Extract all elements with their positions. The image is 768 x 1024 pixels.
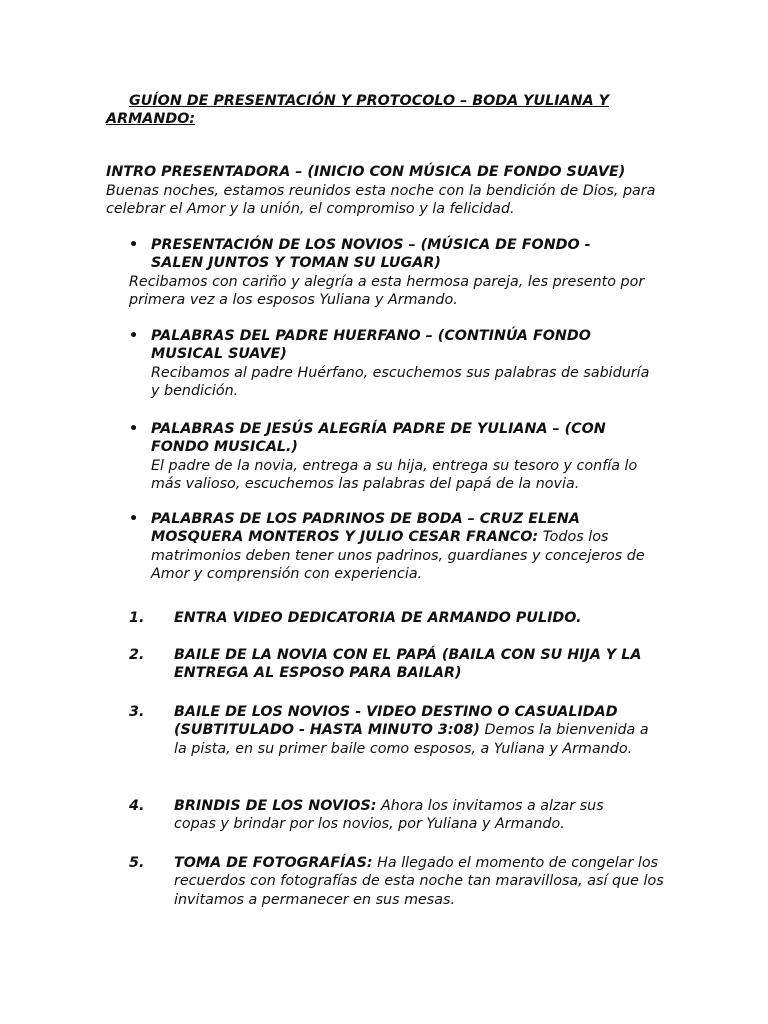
bullet-marker: • bbox=[129, 421, 139, 437]
bullet-item bbox=[129, 327, 661, 400]
item-heading: BAILE DE LA NOVIA CON EL PAPÁ (BAILA CON SU HIJA Y LA ENTREGA AL ESPOSO PARA BAILAR) bbox=[174, 647, 642, 682]
numbered-item bbox=[129, 646, 666, 683]
bullet-heading: PALABRAS DEL PADRE HUERFANO – (CONTINÚA FONDO MUSICAL SUAVE) bbox=[151, 328, 591, 363]
bullet-body: Todos los matrimonios deben tener unos padrinos, guardianes y concejeros de Amor y comprensión con experiencia. bbox=[151, 529, 645, 582]
bullet-item bbox=[129, 236, 631, 273]
bullet-heading: PALABRAS DE JESÚS ALEGRÍA PADRE DE YULIANA – (CON FONDO MUSICAL.) bbox=[151, 421, 606, 456]
intro-heading: INTRO PRESENTADORA – (INICIO CON MÚSICA DE FONDO SUAVE) bbox=[106, 164, 626, 180]
bullet-body: Recibamos al padre Huérfano, escuchemos sus palabras de sabiduría y bendición. bbox=[151, 364, 650, 399]
item-heading: TOMA DE FOTOGRAFÍAS: bbox=[174, 855, 373, 871]
item-heading: BRINDIS DE LOS NOVIOS: bbox=[174, 798, 377, 814]
item-number: 3. bbox=[129, 704, 145, 720]
bullet-heading: PRESENTACIÓN DE LOS NOVIOS – (MÚSICA DE FONDO - SALEN JUNTOS Y TOMAN SU LUGAR) bbox=[151, 237, 591, 272]
numbered-item bbox=[129, 703, 659, 758]
bullet-marker: • bbox=[129, 511, 139, 527]
item-body: Ha llegado el momento de congelar los recuerdos con fotografías de esta noche tan maravillosa, así que los invitamos a permanecer en sus mesas. bbox=[174, 855, 664, 908]
item-body: Ahora los invitamos a alzar sus copas y brindar por los novios, por Yuliana y Armando. bbox=[174, 798, 604, 833]
item-number: 4. bbox=[129, 798, 145, 814]
item-body: Demos la bienvenida a la pista, en su primer baile como esposos, a Yuliana y Armando. bbox=[174, 722, 649, 757]
document-title: GUÍON DE PRESENTACIÓN Y PROTOCOLO – BODA YULIANA Y ARMANDO: bbox=[106, 93, 609, 128]
item-heading: BAILE DE LOS NOVIOS - VIDEO DESTINO O CASUALIDAD (SUBTITULADO - HASTA MINUTO 3:08) bbox=[174, 704, 618, 739]
numbered-item bbox=[129, 797, 644, 834]
item-number: 5. bbox=[129, 855, 145, 871]
item-number: 2. bbox=[129, 647, 145, 663]
bullet-body: Recibamos con cariño y alegría a esta hermosa pareja, les presento por primera vez a los esposos Yuliana y Armando. bbox=[129, 274, 645, 309]
numbered-item bbox=[129, 609, 666, 627]
bullet-item bbox=[129, 420, 661, 493]
bullet-heading: PALABRAS DE LOS PADRINOS DE BODA – CRUZ ELENA MOSQUERA MONTEROS Y JULIO CESAR FRANCO: bbox=[151, 511, 580, 546]
item-number: 1. bbox=[129, 610, 145, 626]
numbered-item bbox=[129, 854, 666, 909]
bullet-marker: • bbox=[129, 237, 139, 253]
item-heading: ENTRA VIDEO DEDICATORIA DE ARMANDO PULIDO. bbox=[174, 610, 582, 626]
bullet-marker: • bbox=[129, 328, 139, 344]
bullet-body: El padre de la novia, entrega a su hija, entrega su tesoro y confía lo más valioso, escuchemos las palabras del papá de la novia. bbox=[151, 457, 638, 492]
bullet-item bbox=[129, 510, 651, 583]
intro-body: Buenas noches, estamos reunidos esta noche con la bendición de Dios, para celebrar el Amor y la unión, el compromiso y la felicidad. bbox=[106, 183, 656, 218]
